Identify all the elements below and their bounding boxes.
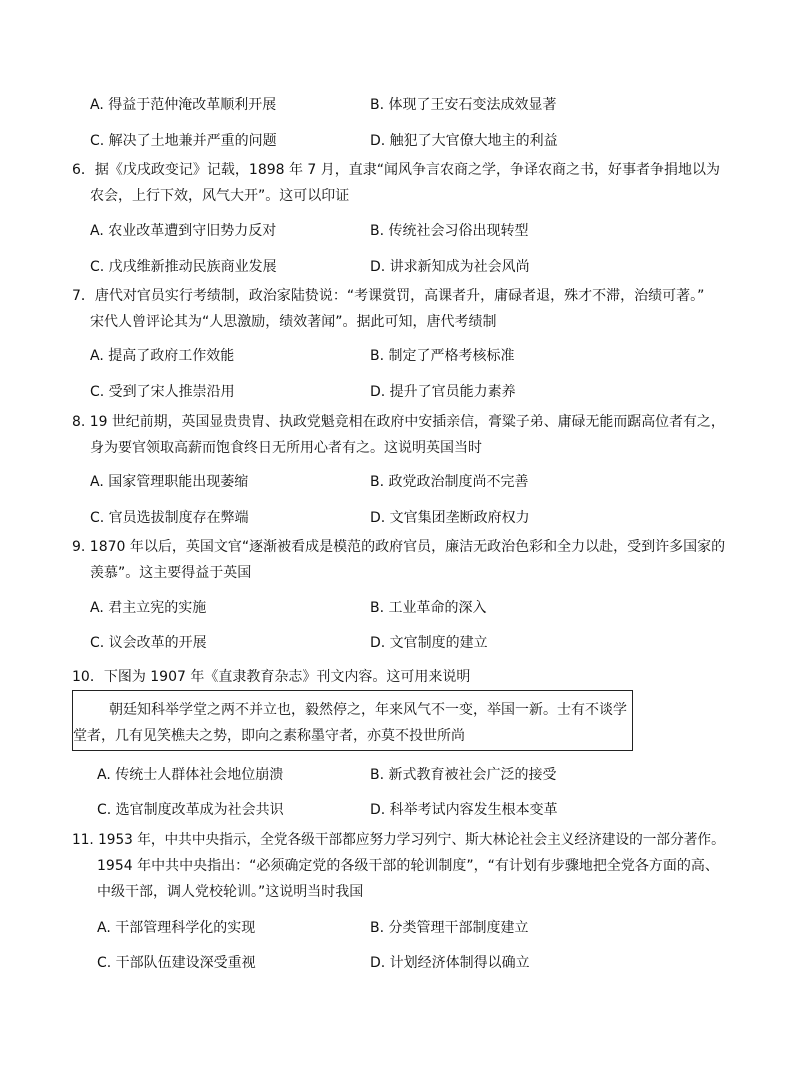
q5-option-a: A. 得益于范仲淹改革顺利开展 bbox=[90, 97, 277, 113]
q9-stem-line1: 9. 1870 年以后，英国文官“逐渐被看成是模范的政府官员，廉洁无政治色彩和全力以赴，受到许多国家的 bbox=[72, 539, 726, 555]
q11-stem-line2: 1954 年中共中央指出：“必须确定党的各级干部的轮训制度”，“有计划有步骤地把全党各方面的高、 bbox=[97, 858, 719, 874]
q8-option-b: B. 政党政治制度尚不完善 bbox=[370, 474, 529, 490]
q7-option-d: D. 提升了官员能力素养 bbox=[370, 384, 516, 400]
q8-option-a: A. 国家管理职能出现萎缩 bbox=[90, 474, 249, 490]
q9-option-c: C. 议会改革的开展 bbox=[90, 635, 207, 651]
q5-option-d: D. 触犯了大官僚大地主的利益 bbox=[370, 133, 558, 149]
q10-quote-line1: 朝廷知科举学堂之两不并立也，毅然停之，年来风气不一变，举国一新。士有不谈学 bbox=[109, 702, 627, 718]
q10-stem-line1: 10．下图为 1907 年《直隶教育杂志》刊文内容。这可用来说明 bbox=[72, 669, 471, 685]
q9-option-a: A. 君主立宪的实施 bbox=[90, 600, 207, 616]
q8-option-c: C. 官员选拔制度存在弊端 bbox=[90, 510, 249, 526]
q10-quote-box bbox=[72, 690, 633, 751]
q11-stem-line1: 11. 1953 年，中共中央指示，全党各级干部都应努力学习列宁、斯大林论社会主义经济建设的一部分著作。 bbox=[72, 832, 725, 848]
q11-option-c: C. 干部队伍建设深受重视 bbox=[97, 955, 256, 971]
q11-option-b: B. 分类管理干部制度建立 bbox=[370, 920, 529, 936]
q10-option-b: B. 新式教育被社会广泛的接受 bbox=[370, 767, 557, 783]
q8-stem-line1: 8. 19 世纪前期，英国显贵贵胄、执政党魁竞相在政府中安插亲信，膏粱子弟、庸碌无能而踞高位者有之， bbox=[72, 414, 725, 430]
q7-option-a: A. 提高了政府工作效能 bbox=[90, 348, 235, 364]
q6-option-b: B. 传统社会习俗出现转型 bbox=[370, 223, 529, 239]
q10-option-a: A. 传统士人群体社会地位崩溃 bbox=[97, 767, 284, 783]
q11-stem-line3: 中级干部，调人党校轮训。”这说明当时我国 bbox=[97, 884, 364, 900]
q8-stem-line2: 身为要官领取高薪而饱食终日无所用心者有之。这说明英国当时 bbox=[90, 440, 482, 456]
q7-option-b: B. 制定了严格考核标准 bbox=[370, 348, 515, 364]
q7-stem-line1: 7．唐代对官员实行考绩制，政治家陆贽说：“考课赏罚，高课者升，庸碌者退，殊才不滞，治绩可著。” bbox=[72, 288, 705, 304]
q10-option-d: D. 科举考试内容发生根本变革 bbox=[370, 802, 558, 818]
q10-quote-line2: 堂者，几有见笑樵夫之势，即向之素称墨守者，亦莫不投世所尚 bbox=[73, 728, 465, 744]
q5-option-c: C. 解决了土地兼并严重的问题 bbox=[90, 133, 277, 149]
q6-option-a: A. 农业改革遭到守旧势力反对 bbox=[90, 223, 277, 239]
q5-option-b: B. 体现了王安石变法成效显著 bbox=[370, 97, 557, 113]
q6-stem-line2: 农会，上行下效，风气大开”。这可以印证 bbox=[90, 188, 350, 204]
q7-option-c: C. 受到了宋人推崇沿用 bbox=[90, 384, 235, 400]
q9-option-b: B. 工业革命的深入 bbox=[370, 600, 487, 616]
q10-option-c: C. 选官制度改革成为社会共识 bbox=[97, 802, 284, 818]
q6-option-c: C. 戊戌维新推动民族商业发展 bbox=[90, 259, 277, 275]
q8-option-d: D. 文官集团垄断政府权力 bbox=[370, 510, 530, 526]
q7-stem-line2: 宋代人曾评论其为“人思激励，绩效著闻”。据此可知，唐代考绩制 bbox=[90, 314, 497, 330]
q9-option-d: D. 文官制度的建立 bbox=[370, 635, 488, 651]
q6-option-d: D. 讲求新知成为社会风尚 bbox=[370, 259, 530, 275]
q9-stem-line2: 羡慕”。这主要得益于英国 bbox=[90, 565, 252, 581]
q6-stem-line1: 6．据《戊戌政变记》记载，1898 年 7 月，直隶“闻风争言农商之学，争译农商之书，好事者争捐地以为 bbox=[72, 162, 721, 178]
q11-option-d: D. 计划经济体制得以确立 bbox=[370, 955, 530, 971]
q11-option-a: A. 干部管理科学化的实现 bbox=[97, 920, 256, 936]
